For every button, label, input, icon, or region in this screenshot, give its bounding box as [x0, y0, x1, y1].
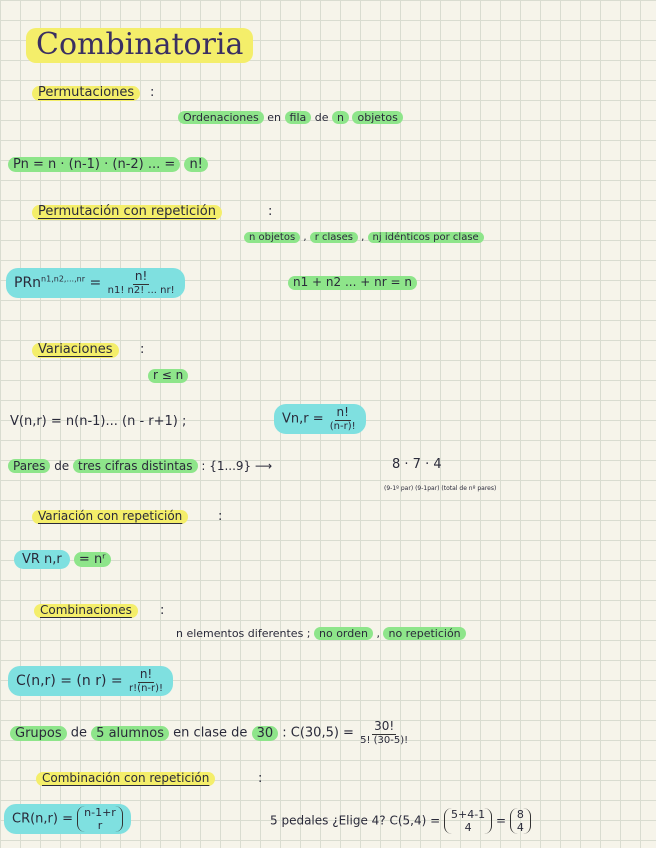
binomial: [77, 806, 123, 832]
example-word: en clase de: [173, 725, 248, 741]
perm-rep-conditions: n objetos , r clases , nj idénticos por clase: [244, 232, 484, 244]
binomial-bottom: 4: [464, 821, 472, 835]
equals-sign: =: [496, 813, 507, 828]
desc-word: objetos: [352, 111, 402, 124]
numerator: 30!: [374, 719, 395, 733]
condition-no-repetition: no repetición: [383, 627, 465, 640]
colon: :: [218, 509, 223, 524]
var-rep-formula: [14, 553, 111, 568]
binomial-top: 5+4-1: [451, 808, 486, 821]
perm-rep-sum-condition: n1 + n2 ... + nr = n: [288, 276, 417, 290]
condition-objects: n objetos: [244, 232, 300, 243]
binomial: [444, 808, 492, 834]
section-heading-combinaciones: Combinaciones: [34, 604, 138, 618]
desc-text: n elementos diferentes ;: [176, 627, 311, 640]
fraction: [106, 270, 177, 296]
permutation-formula: [8, 158, 208, 173]
colon: :: [140, 342, 145, 357]
example-word: de: [54, 459, 70, 473]
formula-lhs: CR(n,r) =: [12, 811, 73, 827]
condition-no-order: no orden: [314, 627, 373, 640]
formula-prefix: Pn = n · (n-1) · (n-2) ... =: [8, 157, 180, 172]
combinaciones-description: n elementos diferentes ; no orden , no repetición: [176, 628, 466, 641]
desc-word: n: [332, 111, 349, 124]
variation-formula: V(n,r) = n(n-1)... (n - r+1) ;: [10, 414, 187, 429]
example-word: tres cifras distintas: [73, 459, 198, 473]
formula-lhs: Vn,r =: [282, 411, 324, 427]
colon: :: [268, 204, 273, 219]
desc-word: fila: [285, 111, 312, 124]
fraction: [358, 720, 410, 746]
desc-word: en: [267, 111, 282, 124]
binomial-top: 8: [516, 808, 524, 821]
section-heading-perm-rep: Permutación con repetición: [32, 205, 222, 220]
variation-formula-fraction: [274, 404, 366, 434]
section-heading-permutaciones: Permutaciones: [32, 86, 140, 101]
desc-word: Ordenaciones: [178, 111, 264, 124]
comb-rep-formula: [4, 804, 131, 834]
binomial-bottom: 4: [516, 821, 524, 835]
denominator: n1! n2! ... nr!: [107, 284, 175, 296]
variaciones-condition: r ≤ n: [148, 369, 188, 383]
example-word: de: [70, 725, 88, 741]
variation-note: (9-1º par) (9-1par) (total de nº pares): [384, 485, 497, 492]
binomial-top: n-1+r: [84, 806, 116, 819]
variation-calc: 8 · 7 · 4: [392, 457, 442, 472]
condition-identical: nj idénticos por clase: [368, 232, 484, 243]
permutaciones-description: [178, 112, 403, 125]
formula-sup: n1,n2,...,nr: [41, 274, 85, 284]
desc-word: de: [314, 111, 329, 124]
fraction: [127, 668, 165, 694]
combination-example: [10, 720, 410, 746]
binomial-bottom: r: [97, 819, 103, 833]
numerator: n!: [139, 667, 153, 681]
variation-example: [8, 460, 272, 474]
binomial: [510, 808, 531, 834]
section-heading-comb-rep: Combinación con repetición: [36, 772, 215, 786]
perm-rep-formula: PRn$^{n1,n2,...,nr}$ = $\frac{n!}{n1! n2! ... nr!}$: [6, 268, 185, 298]
example-word: 30: [252, 726, 279, 741]
combination-formula: [8, 666, 173, 696]
page-title: Combinatoria: [26, 28, 253, 63]
formula-result: = nʳ: [74, 552, 111, 567]
fraction: [328, 406, 358, 432]
example-set: : {1...9} ⟶: [201, 459, 273, 473]
formula-lhs: C(n,r) = (n r) =: [16, 673, 123, 690]
section-heading-var-rep: Variación con repetición: [32, 510, 188, 524]
denominator: r!(n-r)!: [129, 682, 164, 694]
section-heading-variaciones: Variaciones: [32, 343, 119, 358]
example-word: Grupos: [10, 726, 67, 741]
example-c: C(5,4) =: [389, 813, 441, 828]
comb-rep-example: [270, 808, 531, 834]
example-rest: : C(30,5) =: [282, 725, 354, 741]
colon: :: [258, 771, 263, 786]
denominator: 5! (30-5)!: [360, 734, 409, 746]
condition-classes: r clases: [310, 232, 358, 243]
example-word: Pares: [8, 459, 50, 473]
formula-result: n!: [184, 157, 207, 172]
formula-lhs: PRn: [14, 275, 42, 292]
numerator: n!: [336, 405, 349, 419]
colon: :: [150, 85, 155, 100]
colon: :: [160, 603, 165, 618]
formula-lhs: VR n,r: [14, 550, 70, 569]
denominator: (n-r)!: [329, 420, 356, 432]
example-text: 5 pedales ¿Elige 4?: [270, 813, 386, 828]
example-word: 5 alumnos: [91, 726, 169, 741]
numerator: n!: [134, 269, 148, 283]
